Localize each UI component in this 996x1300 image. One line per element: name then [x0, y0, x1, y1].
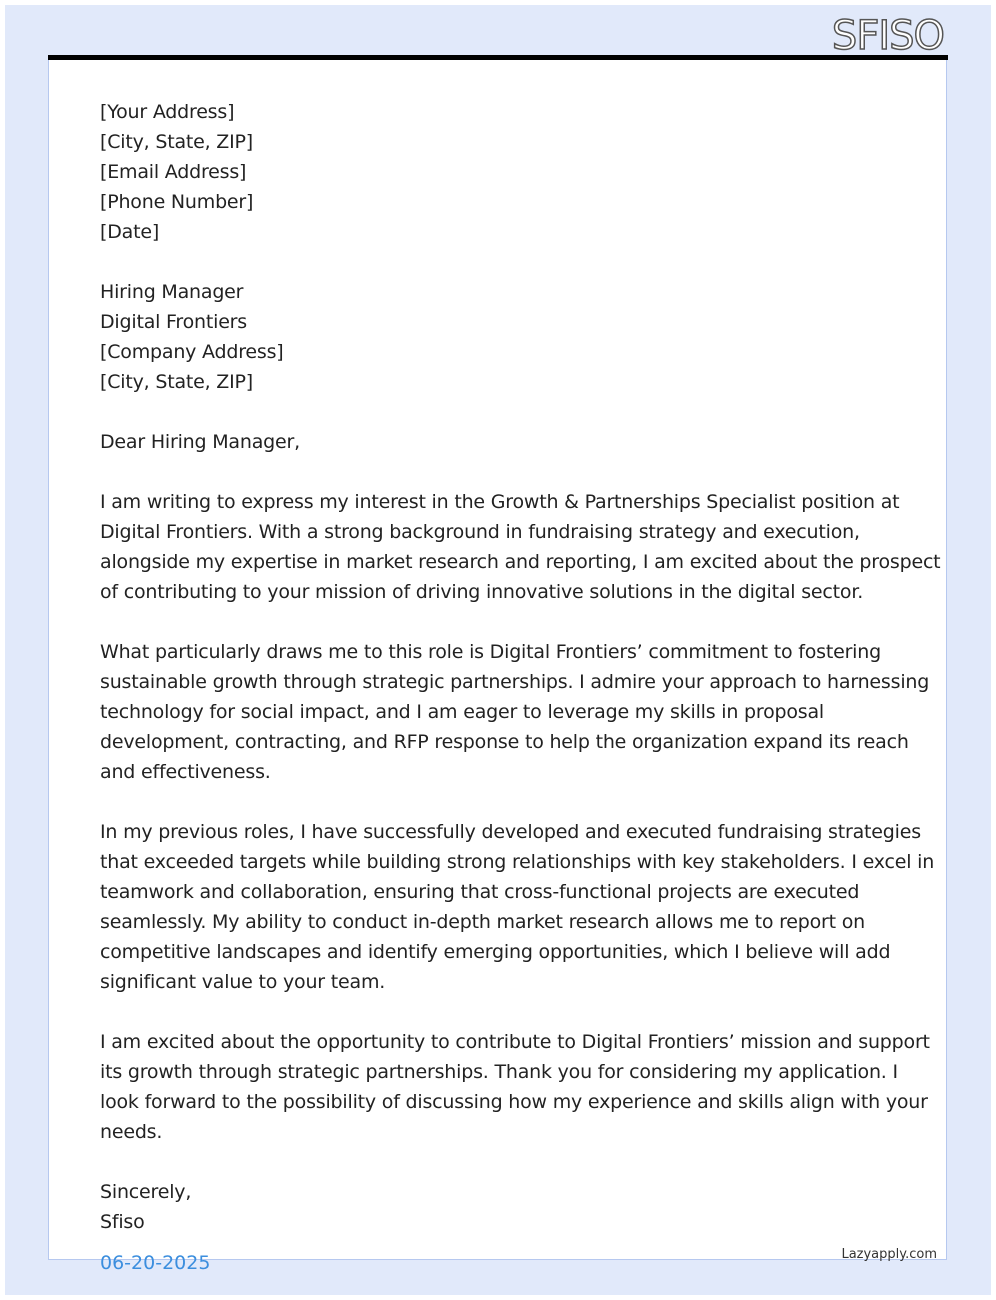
body-paragraph-4: [100, 1027, 930, 1147]
body-line: competitive landscapes and identify emerging opportunities, which I believe will add: [100, 941, 891, 963]
body-paragraph-3: [100, 817, 935, 997]
body-line: I am excited about the opportunity to contribute to Digital Frontiers’ mission and support: [100, 1031, 930, 1053]
body-paragraph-2: [100, 637, 930, 787]
body-line: I am writing to express my interest in the Growth & Partnerships Specialist position at: [100, 491, 900, 513]
recipient-city-state-zip: [City, State, ZIP]: [100, 371, 253, 393]
body-line: Digital Frontiers. With a strong background in fundraising strategy and execution,: [100, 521, 860, 543]
sender-city-state-zip: [City, State, ZIP]: [100, 131, 253, 153]
logo: SFISO: [831, 13, 944, 59]
salutation: [100, 427, 900, 457]
header-rule: [48, 55, 948, 60]
body-line: sustainable growth through strategic partnerships. I admire your approach to harnessing: [100, 671, 930, 693]
body-line: of contributing to your mission of driving innovative solutions in the digital sector.: [100, 581, 864, 603]
body-line: significant value to your team.: [100, 971, 386, 993]
body-line: What particularly draws me to this role is Digital Frontiers’ commitment to fostering: [100, 641, 881, 663]
body-line: technology for social impact, and I am eager to leverage my skills in proposal: [100, 701, 825, 723]
body-line: and effectiveness.: [100, 761, 271, 783]
signature-name: Sfiso: [100, 1211, 145, 1233]
body-line: needs.: [100, 1121, 163, 1143]
body-paragraph-1: [100, 487, 941, 607]
body-line: look forward to the possibility of discussing how my experience and skills align with your: [100, 1091, 928, 1113]
recipient-company: Digital Frontiers: [100, 311, 247, 333]
body-line: In my previous roles, I have successfully developed and executed fundraising strategies: [100, 821, 921, 843]
cover-letter: [100, 97, 941, 1237]
watermark-text: Lazyapply.com: [841, 1247, 937, 1262]
valediction: Sincerely,: [100, 1181, 192, 1203]
body-line: teamwork and collaboration, ensuring that cross-functional projects are executed: [100, 881, 860, 903]
sender-block: [100, 97, 900, 247]
sender-date: [Date]: [100, 221, 160, 243]
body-line: alongside my expertise in market research and reporting, I am excited about the prospect: [100, 551, 941, 573]
recipient-title: Hiring Manager: [100, 281, 244, 303]
footer-date: 06-20-2025: [100, 1252, 211, 1274]
sender-phone: [Phone Number]: [100, 191, 254, 213]
closing-block: [100, 1177, 900, 1237]
body-line: that exceeded targets while building strong relationships with key stakeholders. I excel in: [100, 851, 935, 873]
sender-address: [Your Address]: [100, 101, 235, 123]
body-line: seamlessly. My ability to conduct in-depth market research allows me to report on: [100, 911, 866, 933]
body-line: its growth through strategic partnerships. Thank you for considering my application. I: [100, 1061, 898, 1083]
recipient-address: [Company Address]: [100, 341, 284, 363]
recipient-block: [100, 277, 900, 397]
sender-email: [Email Address]: [100, 161, 247, 183]
body-line: development, contracting, and RFP response to help the organization expand its reach: [100, 731, 909, 753]
salutation-text: Dear Hiring Manager,: [100, 431, 300, 453]
